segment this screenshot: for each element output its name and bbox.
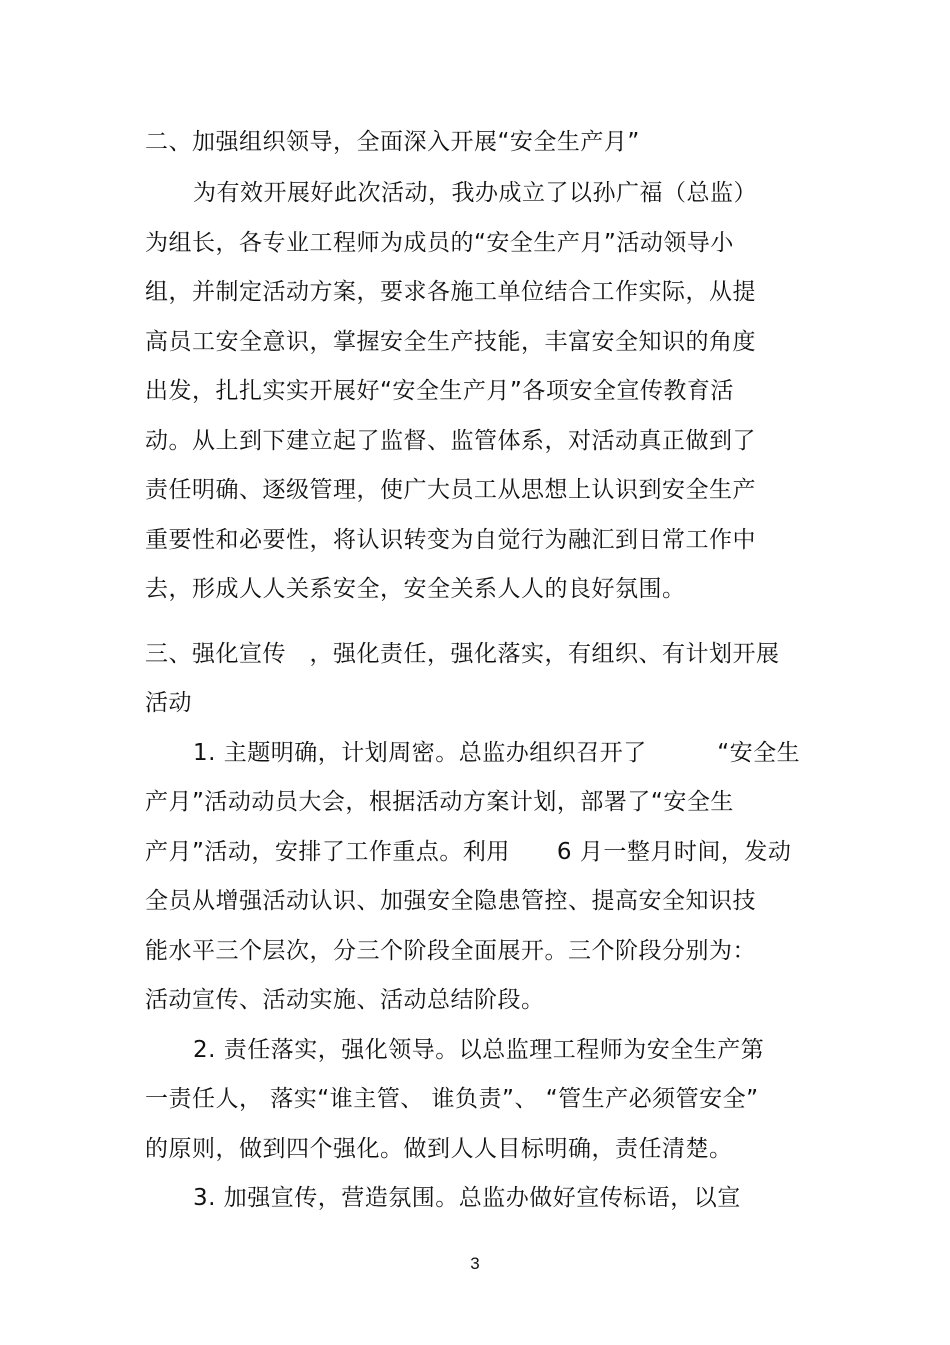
page-number: 3: [470, 1254, 480, 1273]
paragraph-line: 产月”活动动员大会，根据活动方案计划，部署了“安全生: [145, 789, 734, 815]
paragraph-line: 去，形成人人关系安全，安全关系人人的良好氛围。: [145, 576, 686, 602]
paragraph-line: 动。从上到下建立起了监督、监管体系，对活动真正做到了: [145, 428, 756, 454]
section-heading: 活动: [145, 690, 192, 716]
paragraph-line: 一责任人， 落实“谁主管、 谁负责”、 “管生产必须管安全”: [145, 1086, 759, 1112]
section-heading: 三、强化宣传 ，强化责任，强化落实，有组织、有计划开展: [145, 641, 780, 667]
paragraph-line: 出发，扎扎实实开展好“安全生产月”各项安全宣传教育活: [145, 378, 734, 404]
paragraph-line: 为组长，各专业工程师为成员的“安全生产月”活动领导小: [145, 230, 734, 256]
paragraph-line: 为有效开展好此次活动，我办成立了以孙广福（总监）: [193, 180, 757, 206]
paragraph-line: 高员工安全意识，掌握安全生产技能，丰富安全知识的角度: [145, 329, 756, 355]
paragraph-line: 3. 加强宣传，营造氛围。总监办做好宣传标语，以宣: [193, 1185, 741, 1211]
paragraph-line: 活动宣传、活动实施、活动总结阶段。: [145, 987, 545, 1013]
paragraph-line: 责任明确、逐级管理，使广大员工从思想上认识到安全生产: [145, 477, 756, 503]
paragraph-line: 2. 责任落实，强化领导。以总监理工程师为安全生产第: [193, 1037, 765, 1063]
paragraph-line: 产月”活动，安排了工作重点。利用 6 月一整月时间，发动: [145, 839, 792, 865]
paragraph-line: 1. 主题明确，计划周密。总监办组织召开了 “安全生: [193, 740, 801, 766]
paragraph-line: 的原则，做到四个强化。做到人人目标明确，责任清楚。: [145, 1136, 733, 1162]
paragraph-line: 全员从增强活动认识、加强安全隐患管控、提高安全知识技: [145, 888, 756, 914]
section-heading: 二、加强组织领导，全面深入开展“安全生产月”: [145, 129, 640, 155]
paragraph-line: 组，并制定活动方案，要求各施工单位结合工作实际，从提: [145, 279, 756, 305]
paragraph-line: 重要性和必要性，将认识转变为自觉行为融汇到日常工作中: [145, 527, 756, 553]
paragraph-line: 能水平三个层次，分三个阶段全面展开。三个阶段分别为：: [145, 938, 756, 964]
